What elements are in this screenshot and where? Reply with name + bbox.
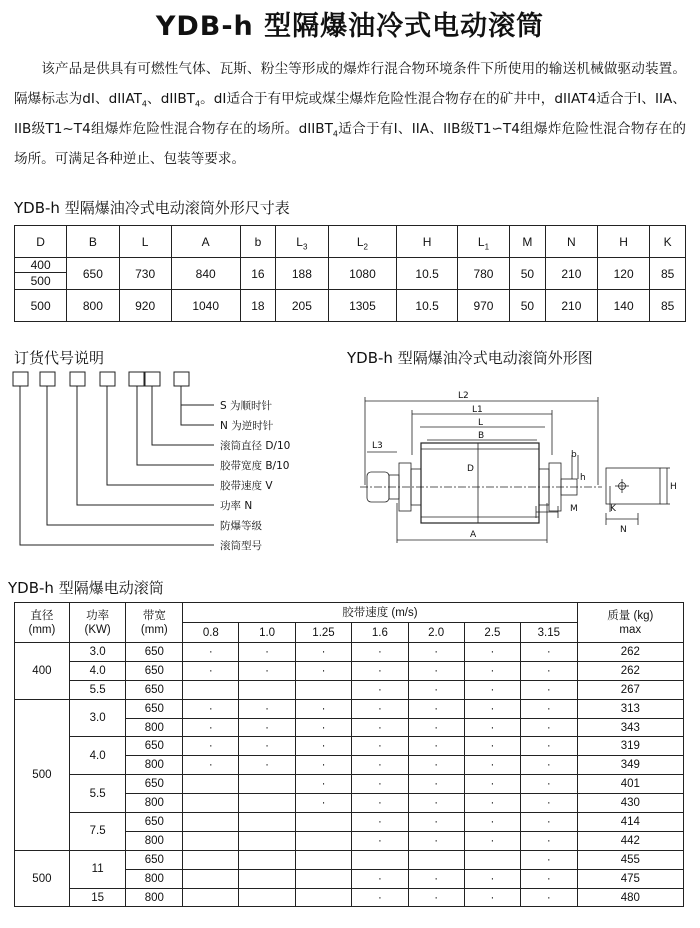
- page-title: YDB-h 型隔爆油冷式电动滚筒: [155, 11, 545, 42]
- dim-cell: 120: [598, 258, 650, 290]
- order-label: 防爆等级: [220, 520, 262, 532]
- cell-speed-mark: ·: [408, 813, 464, 832]
- cell-speed-mark: [352, 850, 408, 869]
- cell-width: 650: [126, 775, 183, 794]
- dimension-table: [14, 225, 686, 322]
- cell-diameter: 500: [15, 850, 70, 907]
- dim-cell: 10.5: [397, 258, 458, 290]
- dim-cell: 16: [240, 258, 276, 290]
- dim-cell: 50: [510, 258, 546, 290]
- cell-speed-mark: ·: [239, 718, 295, 737]
- dim-label: b: [571, 450, 577, 460]
- cell-speed-mark: ·: [464, 794, 520, 813]
- dim-cell: 1080: [328, 258, 397, 290]
- dim-label: D: [467, 464, 474, 474]
- cell-speed-mark: ·: [183, 737, 239, 756]
- cell-width: 800: [126, 888, 183, 907]
- speed-header-cell: 1.0: [239, 623, 295, 643]
- dim-header-cell: L: [119, 226, 171, 258]
- cell-speed-mark: ·: [352, 888, 408, 907]
- cell-speed-mark: ·: [352, 775, 408, 794]
- cell-speed-mark: ·: [352, 661, 408, 680]
- order-label: S 为顺时针: [220, 400, 273, 412]
- dim-label: M: [570, 504, 578, 514]
- cell-speed-mark: [295, 831, 352, 850]
- dim-header-cell: M: [510, 226, 546, 258]
- cell-speed-mark: ·: [521, 888, 578, 907]
- cell-power: 3.0: [69, 643, 126, 662]
- code-box: [174, 372, 189, 386]
- cell-speed-mark: ·: [352, 831, 408, 850]
- cell-speed-mark: ·: [521, 699, 578, 718]
- cell-diameter: 500: [15, 699, 70, 850]
- cell-speed-mark: ·: [295, 737, 352, 756]
- dim-cell: 780: [457, 258, 509, 290]
- cell-power: 5.5: [69, 680, 126, 699]
- cell-speed-mark: ·: [408, 756, 464, 775]
- cell-speed-mark: ·: [408, 775, 464, 794]
- cell-speed-mark: ·: [408, 737, 464, 756]
- dim-label: L1: [472, 405, 483, 415]
- dim-cell: 840: [171, 258, 240, 290]
- dim-header-cell: $L_2$: [328, 226, 397, 258]
- cell-mass: 475: [577, 869, 683, 888]
- cell-speed-mark: ·: [464, 737, 520, 756]
- cell-mass: 262: [577, 661, 683, 680]
- cell-speed-mark: [295, 888, 352, 907]
- dim-cell: 650: [67, 258, 119, 290]
- cell-width: 800: [126, 718, 183, 737]
- dim-cell-diameter: 400 500: [15, 258, 67, 290]
- order-label: 胶带宽度 B/10: [220, 460, 290, 472]
- cell-speed-mark: ·: [464, 831, 520, 850]
- cell-mass: 442: [577, 831, 683, 850]
- cell-width: 650: [126, 643, 183, 662]
- dim-label: L2: [458, 391, 469, 401]
- cell-speed-mark: ·: [464, 756, 520, 775]
- dim-cell: 210: [545, 290, 597, 322]
- cell-width: 650: [126, 813, 183, 832]
- cell-speed-mark: [239, 850, 295, 869]
- dim-header-cell: K: [650, 226, 686, 258]
- cell-speed-mark: [183, 794, 239, 813]
- dim-cell: 18: [240, 290, 276, 322]
- cell-speed-mark: [183, 831, 239, 850]
- cell-speed-mark: ·: [408, 680, 464, 699]
- dim-header-cell: N: [545, 226, 597, 258]
- order-label: 功率 N: [220, 500, 253, 512]
- cell-width: 650: [126, 850, 183, 869]
- cell-speed-mark: ·: [521, 831, 578, 850]
- dim-cell: 205: [276, 290, 328, 322]
- dim-cell: 920: [119, 290, 171, 322]
- table-row: [15, 661, 684, 680]
- cell-speed-mark: ·: [521, 813, 578, 832]
- cell-speed-mark: [239, 888, 295, 907]
- dim-label: h: [580, 473, 586, 483]
- dim-cell: 10.5: [397, 290, 458, 322]
- spec-table-title: YDB-h 型隔爆电动滚筒: [8, 579, 164, 597]
- table-row: [15, 775, 684, 794]
- cell-speed-mark: ·: [521, 718, 578, 737]
- cell-speed-mark: ·: [352, 794, 408, 813]
- cell-mass: 267: [577, 680, 683, 699]
- cell-power: 15: [69, 888, 126, 907]
- dim-cell: 210: [545, 258, 597, 290]
- code-box: [100, 372, 115, 386]
- cell-width: 800: [126, 756, 183, 775]
- dim-header-cell: H: [598, 226, 650, 258]
- header-mass: 质量 (kg) max: [577, 603, 683, 643]
- cell-width: 800: [126, 869, 183, 888]
- dim-label: L3: [372, 441, 383, 451]
- cell-speed-mark: ·: [295, 756, 352, 775]
- dim-label: A: [470, 530, 477, 540]
- cell-width: 800: [126, 831, 183, 850]
- cell-mass: 455: [577, 850, 683, 869]
- cell-speed-mark: ·: [295, 794, 352, 813]
- dim-header-cell: B: [67, 226, 119, 258]
- cell-speed-mark: ·: [521, 850, 578, 869]
- cell-speed-mark: ·: [464, 661, 520, 680]
- cell-speed-mark: ·: [295, 718, 352, 737]
- cell-width: 650: [126, 737, 183, 756]
- cell-speed-mark: ·: [295, 699, 352, 718]
- cell-mass: 349: [577, 756, 683, 775]
- table-row: [15, 888, 684, 907]
- cell-speed-mark: ·: [464, 718, 520, 737]
- cell-power: 11: [69, 850, 126, 888]
- cell-speed-mark: ·: [521, 794, 578, 813]
- order-label: N 为逆时针: [220, 420, 274, 432]
- cell-speed-mark: ·: [408, 643, 464, 662]
- cell-width: 650: [126, 661, 183, 680]
- cell-speed-mark: ·: [521, 756, 578, 775]
- cell-speed-mark: ·: [352, 756, 408, 775]
- dim-header-cell: b: [240, 226, 276, 258]
- cell-mass: 343: [577, 718, 683, 737]
- table-row: [15, 850, 684, 869]
- speed-header-cell: 2.0: [408, 623, 464, 643]
- cell-speed-mark: [239, 794, 295, 813]
- speed-header-cell: 1.6: [352, 623, 408, 643]
- cell-speed-mark: [408, 850, 464, 869]
- cell-speed-mark: ·: [295, 661, 352, 680]
- cell-speed-mark: ·: [352, 869, 408, 888]
- cell-power: 3.0: [69, 699, 126, 737]
- table-row: [15, 737, 684, 756]
- cell-speed-mark: ·: [464, 643, 520, 662]
- dimension-table-row: [15, 258, 686, 290]
- table-row: [15, 813, 684, 832]
- cell-speed-mark: ·: [408, 888, 464, 907]
- cell-speed-mark: [295, 813, 352, 832]
- dim-cell: 140: [598, 290, 650, 322]
- cell-speed-mark: [464, 850, 520, 869]
- order-label: 滚筒型号: [220, 540, 262, 552]
- cell-diameter: 400: [15, 643, 70, 700]
- cell-speed-mark: ·: [408, 794, 464, 813]
- cell-mass: 313: [577, 699, 683, 718]
- cell-speed-mark: ·: [464, 813, 520, 832]
- order-code-diagram: [0, 365, 320, 565]
- table-row: [15, 699, 684, 718]
- cell-speed-mark: ·: [521, 869, 578, 888]
- cell-speed-mark: ·: [521, 775, 578, 794]
- cell-speed-mark: [183, 775, 239, 794]
- cell-speed-mark: [183, 888, 239, 907]
- cell-speed-mark: ·: [183, 718, 239, 737]
- order-code-title: 订货代号说明: [14, 349, 105, 367]
- header-speed: 胶带速度 (m/s): [183, 603, 577, 623]
- cell-speed-mark: ·: [464, 680, 520, 699]
- dim-label: N: [620, 525, 627, 535]
- table-row: [15, 643, 684, 662]
- cell-speed-mark: ·: [521, 680, 578, 699]
- cell-speed-mark: [239, 869, 295, 888]
- header-power: 功率 (KW): [69, 603, 126, 643]
- cell-speed-mark: [239, 813, 295, 832]
- order-label: 胶带速度 V: [220, 480, 273, 492]
- dim-cell: 85: [650, 258, 686, 290]
- cell-speed-mark: [295, 850, 352, 869]
- header-width: 带宽 (mm): [126, 603, 183, 643]
- cell-power: 4.0: [69, 661, 126, 680]
- dim-header-cell: D: [15, 226, 67, 258]
- dim-header-cell: $L_1$: [457, 226, 509, 258]
- dimension-table-title: YDB-h 型隔爆油冷式电动滚筒外形尺寸表: [14, 199, 290, 217]
- cell-speed-mark: ·: [239, 643, 295, 662]
- cell-power: 7.5: [69, 813, 126, 851]
- cell-speed-mark: [239, 680, 295, 699]
- dim-header-cell: A: [171, 226, 240, 258]
- dim-cell: 188: [276, 258, 328, 290]
- cell-mass: 480: [577, 888, 683, 907]
- cell-speed-mark: ·: [464, 888, 520, 907]
- cell-width: 800: [126, 794, 183, 813]
- dim-cell: 85: [650, 290, 686, 322]
- cell-speed-mark: [183, 869, 239, 888]
- header-diameter: 直径 (mm): [15, 603, 70, 643]
- cell-speed-mark: ·: [239, 737, 295, 756]
- dim-label: H: [670, 482, 677, 492]
- cell-speed-mark: ·: [352, 813, 408, 832]
- dim-label: L: [478, 418, 484, 428]
- cell-mass: 430: [577, 794, 683, 813]
- code-box: [145, 372, 160, 386]
- cell-speed-mark: [239, 775, 295, 794]
- cell-speed-mark: ·: [408, 718, 464, 737]
- intro-paragraph: 该产品是供具有可燃性气体、瓦斯、粉尘等形成的爆炸行混合物环境条件下所使用的输送机械做驱动装置。隔爆标志为dI、dIIAT$_4$、dIIBT$_4$。dI适合于有甲烷或煤尘爆炸危险性混合物存在的矿井中，dIIAT4适合于I、IIA、IIB级T1~T4组爆炸危险性混合物存在的场所。dIIBT$_4$适合于有I、IIA、IIB级T1∽T4组爆炸危险性混合物存在的场所。可满足各种逆止、包装等要求。: [14, 61, 687, 167]
- spec-table: [14, 602, 684, 907]
- dim-label: B: [478, 431, 485, 441]
- cell-speed-mark: ·: [183, 661, 239, 680]
- speed-header-cell: 2.5: [464, 623, 520, 643]
- cell-mass: 414: [577, 813, 683, 832]
- dim-cell: 730: [119, 258, 171, 290]
- dimension-table-row: [15, 290, 686, 322]
- cell-width: 650: [126, 680, 183, 699]
- cell-speed-mark: ·: [521, 643, 578, 662]
- code-box: [129, 372, 144, 386]
- cell-speed-mark: ·: [408, 699, 464, 718]
- speed-header-cell: 1.25: [295, 623, 352, 643]
- dimension-table-header: [15, 226, 686, 258]
- code-box: [40, 372, 55, 386]
- table-row: [15, 680, 684, 699]
- cell-speed-mark: ·: [352, 643, 408, 662]
- cell-mass: 319: [577, 737, 683, 756]
- dim-cell: 50: [510, 290, 546, 322]
- dim-cell: 970: [457, 290, 509, 322]
- cell-speed-mark: ·: [183, 643, 239, 662]
- cell-speed-mark: ·: [521, 661, 578, 680]
- dim-header-cell: H: [397, 226, 458, 258]
- cell-speed-mark: [183, 813, 239, 832]
- dim-label: K: [610, 504, 616, 514]
- cell-speed-mark: ·: [408, 661, 464, 680]
- cell-speed-mark: ·: [183, 699, 239, 718]
- cell-speed-mark: ·: [239, 661, 295, 680]
- cell-speed-mark: ·: [352, 699, 408, 718]
- outline-drawing: [340, 385, 680, 555]
- speed-header-cell: 3.15: [521, 623, 578, 643]
- dim-header-cell: $L_3$: [276, 226, 328, 258]
- cell-speed-mark: ·: [408, 869, 464, 888]
- cell-speed-mark: ·: [352, 680, 408, 699]
- cell-speed-mark: ·: [183, 756, 239, 775]
- cell-speed-mark: ·: [464, 775, 520, 794]
- cell-speed-mark: ·: [352, 718, 408, 737]
- cell-power: 5.5: [69, 775, 126, 813]
- cell-speed-mark: [183, 680, 239, 699]
- cell-width: 650: [126, 699, 183, 718]
- cell-speed-mark: ·: [239, 699, 295, 718]
- order-label: 滚筒直径 D/10: [220, 440, 291, 452]
- cell-speed-mark: [239, 831, 295, 850]
- cell-speed-mark: [295, 680, 352, 699]
- cell-speed-mark: ·: [464, 869, 520, 888]
- cell-mass: 401: [577, 775, 683, 794]
- speed-header-cell: 0.8: [183, 623, 239, 643]
- cell-speed-mark: ·: [239, 756, 295, 775]
- cell-speed-mark: ·: [521, 737, 578, 756]
- cell-mass: 262: [577, 643, 683, 662]
- dim-cell: 800: [67, 290, 119, 322]
- cell-speed-mark: ·: [295, 643, 352, 662]
- cell-speed-mark: ·: [408, 831, 464, 850]
- dim-cell: 500: [15, 290, 67, 322]
- cell-speed-mark: ·: [352, 737, 408, 756]
- drawing-title: YDB-h 型隔爆油冷式电动滚筒外形图: [347, 349, 593, 367]
- cell-speed-mark: ·: [295, 775, 352, 794]
- spec-header-row: [15, 603, 684, 623]
- cell-speed-mark: [295, 869, 352, 888]
- dim-cell: 1040: [171, 290, 240, 322]
- cell-power: 4.0: [69, 737, 126, 775]
- cell-speed-mark: [183, 850, 239, 869]
- code-box: [70, 372, 85, 386]
- cell-speed-mark: ·: [464, 699, 520, 718]
- dim-cell: 1305: [328, 290, 397, 322]
- code-box: [13, 372, 28, 386]
